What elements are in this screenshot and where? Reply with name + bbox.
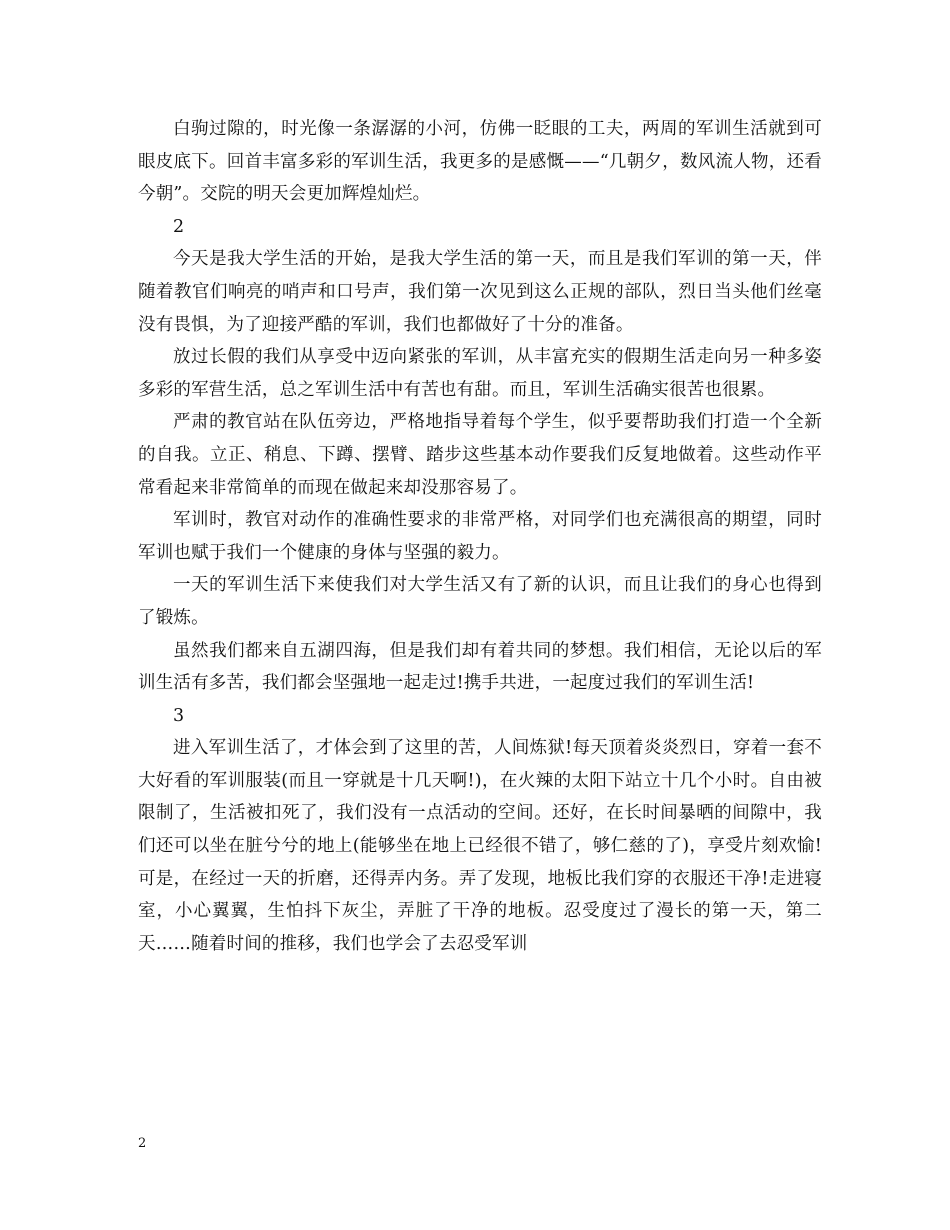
document-body	[138, 113, 822, 960]
paragraph: 虽然我们都来自五湖四海，但是我们却有着共同的梦想。我们相信，无论以后的军训生活有多苦，我们都会坚强地一起走过!携手共进，一起度过我们的军训生活!	[138, 640, 822, 694]
section-number: 3	[173, 705, 185, 726]
paragraph: 军训时，教官对动作的准确性要求的非常严格，对同学们也充满很高的期望，同时军训也赋于我们一个健康的身体与坚强的毅力。	[138, 510, 822, 563]
paragraph: 严肃的教官站在队伍旁边，严格地指导着每个学生，似乎要帮助我们打造一个全新的自我。立正、稍息、下蹲、摆臂、踏步这些基本动作要我们反复地做着。这些动作平常看起来非常简单的而现在做起来却没那容易了。	[138, 412, 822, 498]
paragraph: 一天的军训生活下来使我们对大学生活又有了新的认识，而且让我们的身心也得到了锻炼。	[138, 575, 822, 628]
paragraph: 进入军训生活了，才体会到了这里的苦，人间炼狱!每天顶着炎炎烈日，穿着一套不大好看的军训服装(而且一穿就是十几天啊!)，在火辣的太阳下站立十几个小时。自由被限制了，生活被扣死了，我们没有一点活动的空间。还好，在长时间暴晒的间隙中，我们还可以坐在脏兮兮的地上(能够坐在地上已经很不错了，够仁慈的了)，享受片刻欢愉!可是，在经过一天的折磨，还得弄内务。弄了发现，地板比我们穿的衣服还干净!走进寝室，小心翼翼，生怕抖下灰尘，弄脏了干净的地板。忍受度过了漫长的第一天，第二天……随着时间的推移，我们也学会了去忍受军训	[138, 738, 822, 954]
paragraph: 白驹过隙的，时光像一条潺潺的小河，仿佛一眨眼的工夫，两周的军训生活就到可眼皮底下。回首丰富多彩的军训生活，我更多的是感慨——“几朝夕，数风流人物，还看今朝”。交院的明天会更加辉煌灿烂。	[138, 119, 822, 205]
paragraph: 今天是我大学生活的开始，是我大学生活的第一天，而且是我们军训的第一天，伴随着教官们响亮的哨声和口号声，我们第一次见到这么正规的部队，烈日当头他们丝毫没有畏惧，为了迎接严酷的军训，我们也都做好了十分的准备。	[138, 249, 822, 335]
section-number: 2	[173, 216, 185, 237]
paragraph: 放过长假的我们从享受中迈向紧张的军训，从丰富充实的假期生活走向另一种多姿多彩的军营生活，总之军训生活中有苦也有甜。而且，军训生活确实很苦也很累。	[138, 347, 822, 400]
page-number: 2	[138, 1136, 147, 1151]
